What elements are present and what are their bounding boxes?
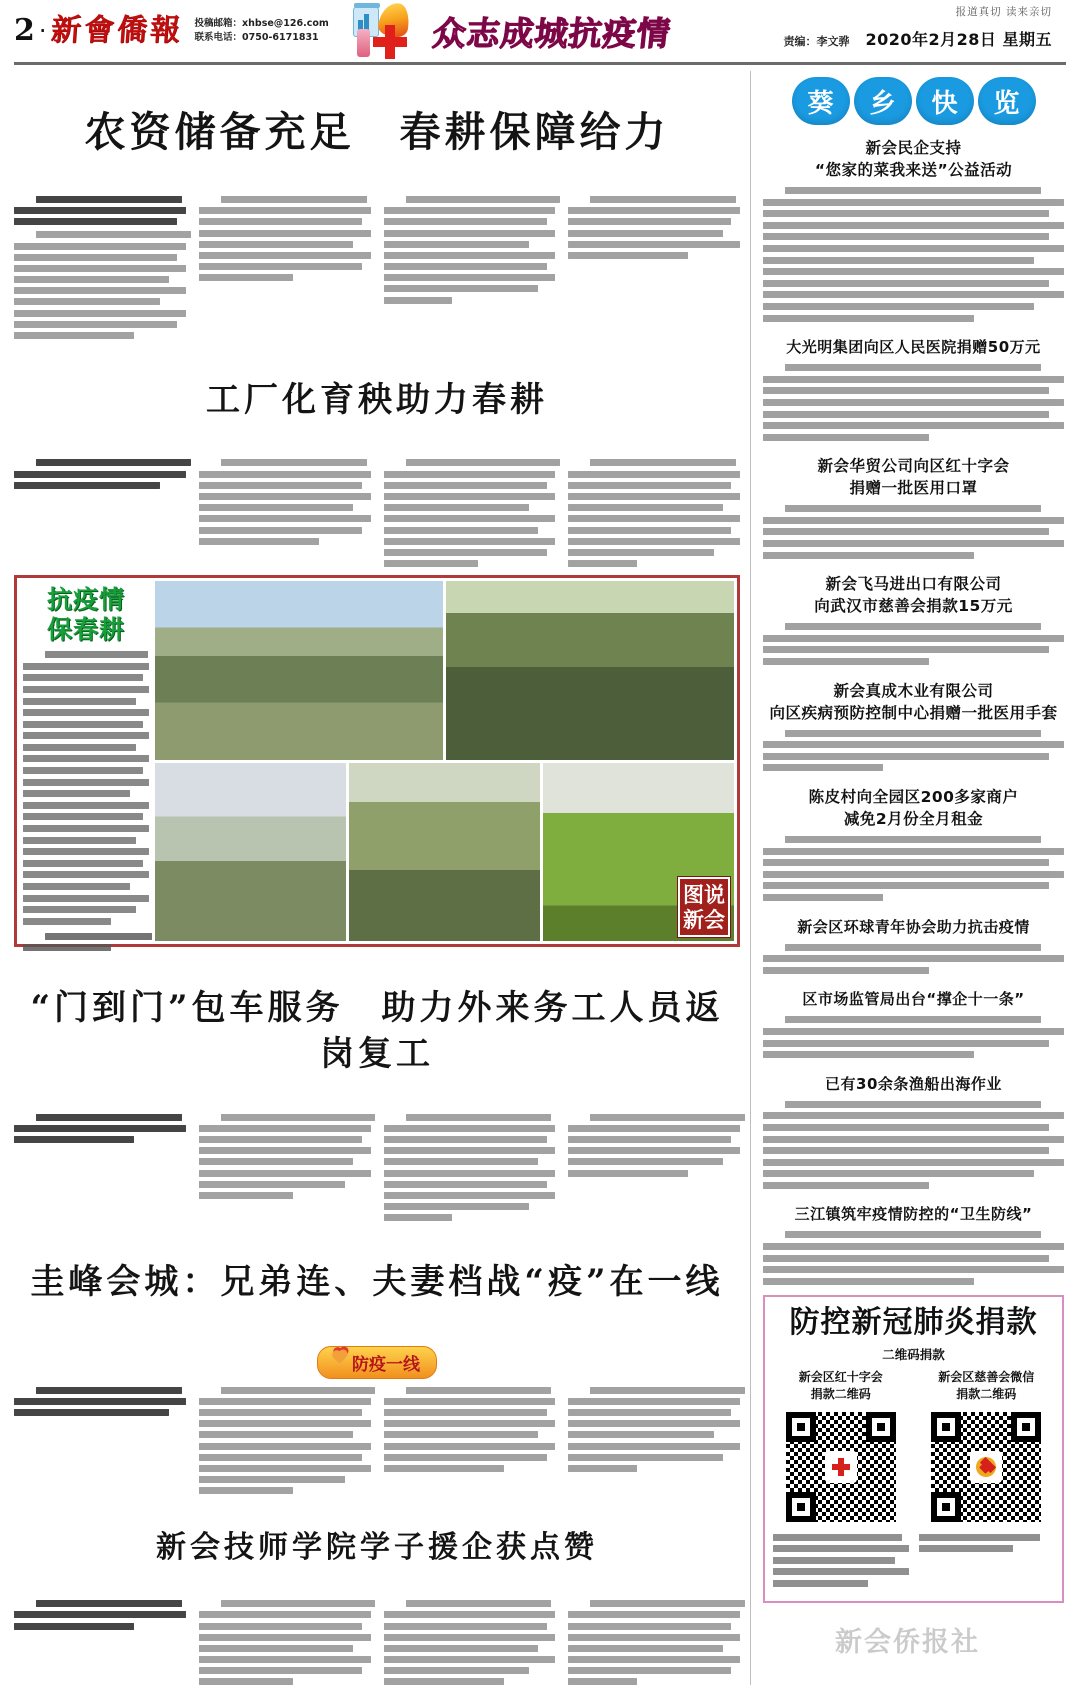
paragraph	[199, 459, 371, 544]
photo-caption-title-2: 保春耕	[46, 615, 125, 645]
photo-grid	[155, 581, 734, 941]
watermark: 新会侨报社	[835, 1627, 980, 1659]
masthead-contacts	[195, 17, 329, 45]
sidebar-item-2-body	[763, 505, 1064, 558]
sidebar-item-7-title: 区市场监管局出台“撑企十一条”	[802, 990, 1025, 1009]
sidebar-item-0-title	[763, 127, 1064, 187]
sidebar-item-6-body	[763, 944, 1064, 974]
sidebar-item-9-title: 三江镇筑牢疫情防控的“卫生防线”	[794, 1205, 1033, 1224]
red-cross-icon	[373, 25, 407, 59]
masthead-editor: 责编：李文骅	[783, 35, 850, 48]
masthead-rule	[14, 62, 1066, 65]
campaign-banner	[349, 2, 759, 60]
page-body	[14, 71, 1066, 1685]
masthead-separator: ·	[38, 17, 47, 45]
article-headline-4: 圭峰会城：兄弟连、夫妻档战“疫”在一线	[30, 1262, 724, 1303]
paragraph	[384, 196, 556, 304]
paragraph	[199, 1600, 371, 1685]
paragraph	[14, 1600, 186, 1629]
contact-phone: 联系电话：0750-6171831	[194, 32, 319, 43]
sidebar-item-7-body	[763, 1016, 1064, 1058]
paragraph	[14, 196, 186, 225]
sidebar-item-3-line1: 新会飞马进出口有限公司	[825, 575, 1002, 594]
photo-credit	[23, 933, 149, 951]
paragraph	[14, 231, 186, 339]
hearts-icon	[324, 1350, 348, 1366]
paragraph	[14, 459, 186, 488]
qr-code-charity[interactable]	[927, 1408, 1045, 1526]
sidebar-item-4-title	[763, 670, 1064, 730]
paragraph	[568, 459, 740, 567]
sidebar-item-5-line2: 减免2月份全月租金	[843, 810, 984, 828]
photo-stamp	[678, 877, 730, 937]
sidebar-item-4-line2: 向区疾病预防控制中心捐赠一批医用手套	[769, 703, 1058, 722]
masthead-tagline: 报道真切 读来亲切	[955, 6, 1052, 18]
donation-title: 防控新冠肺炎捐款	[789, 1304, 1038, 1340]
sidebar-item-3-body	[763, 623, 1064, 665]
paragraph	[199, 1387, 371, 1495]
sidebar-item-5-title	[763, 776, 1064, 836]
paragraph	[568, 1387, 740, 1472]
sidebar-item-0-line2: “您家的菜我来送”公益活动	[814, 161, 1013, 179]
qr-cell-redcross[interactable]	[773, 1369, 909, 1526]
sidebar-item-0-line1: 新会民企支持	[865, 139, 962, 157]
sidebar-item-5-body	[763, 836, 1064, 901]
submission-email: 投稿邮箱：xhbse@126.com	[194, 18, 329, 29]
paragraph	[568, 1114, 740, 1177]
photo-caption-title-1: 抗疫情	[46, 585, 125, 615]
masthead	[14, 0, 1066, 62]
photo-collage	[14, 575, 740, 947]
sidebar-item-0-body	[763, 187, 1064, 322]
paragraph	[568, 1600, 740, 1685]
donation-subtitle: 二维码捐款	[882, 1346, 945, 1362]
photo-workers-net	[155, 763, 346, 942]
photo-row-top	[155, 581, 734, 760]
qr-code-redcross[interactable]	[782, 1408, 900, 1526]
paragraph	[199, 1114, 371, 1199]
campaign-slogan: 众志成城抗疫情	[431, 8, 674, 55]
qr-redcross-line1: 新会区红十字会	[798, 1369, 883, 1384]
masthead-meta	[783, 4, 1052, 50]
photo-stamp-line-2: 新会	[683, 907, 725, 933]
article-body-2	[14, 459, 740, 567]
banner-char-1: 葵	[792, 77, 850, 125]
photo-caption-body	[23, 651, 149, 925]
sidebar-item-3-line2: 向武汉市慈善会捐款15万元	[814, 597, 1013, 616]
qr-cell-charity[interactable]	[919, 1369, 1055, 1526]
sidebar-item-8-body	[763, 1101, 1064, 1189]
banner-char-4: 览	[978, 77, 1036, 125]
banner-char-3: 快	[916, 77, 974, 125]
qr-charity-line1: 新会区慈善会微信	[938, 1369, 1035, 1384]
sidebar-item-5-line1: 陈皮村向全园区200多家商户	[808, 788, 1019, 806]
paragraph	[199, 196, 371, 281]
sidebar-item-4-body	[763, 730, 1064, 772]
sidebar-item-1-body	[763, 364, 1064, 441]
qr-row	[773, 1369, 1054, 1526]
photo-farmer-seedling-tray	[446, 581, 734, 760]
test-tube-icon	[357, 29, 370, 57]
paragraph	[384, 459, 556, 567]
photo-paddy-lane	[349, 763, 540, 942]
donation-note-left	[773, 1534, 909, 1592]
sidebar-item-6-title: 新会区环球青年协会助力抗击疫情	[797, 917, 1030, 936]
donation-note-right	[919, 1534, 1055, 1592]
sidebar-item-3-title	[763, 563, 1064, 623]
sidebar-item-2-title	[763, 445, 1064, 505]
campaign-icons	[349, 3, 433, 59]
paragraph	[384, 1114, 556, 1222]
article-body-1	[14, 196, 740, 339]
paragraph	[14, 1387, 186, 1416]
qr-charity-line2: 捐款二维码	[956, 1386, 1017, 1401]
photo-seedling-nursery	[543, 763, 734, 942]
paper-name: 新會僑報	[49, 13, 184, 48]
charity-heart-logo-icon	[970, 1451, 1002, 1483]
article-headline-5: 新会技师学院学子援企获点赞	[156, 1530, 598, 1566]
article-headline-2: 工厂化育秧助力春耕	[206, 380, 548, 421]
photo-stamp-line-1: 图说	[683, 882, 725, 908]
article-headline-3: “门到门”包车服务 助力外来务工人员返岗复工	[30, 988, 724, 1075]
banner-char-2: 乡	[854, 77, 912, 125]
photo-tractor-field	[155, 581, 443, 760]
main-column	[14, 71, 740, 1685]
paragraph	[384, 1600, 556, 1685]
sidebar-item-2-line1: 新会华贸公司向区红十字会	[817, 457, 1010, 476]
donation-box	[763, 1295, 1064, 1659]
photo-row-bottom	[155, 763, 734, 942]
paragraph	[568, 196, 740, 259]
sidebar-item-8-title: 已有30余条渔船出海作业	[825, 1074, 1002, 1093]
masthead-date: 2020年2月28日 星期五	[865, 30, 1052, 49]
frontline-badge	[317, 1346, 437, 1379]
paragraph	[14, 1114, 186, 1143]
page-number: 2	[14, 13, 35, 48]
article-body-4	[14, 1387, 740, 1495]
sidebar	[750, 71, 1064, 1685]
sidebar-item-9-body	[763, 1231, 1064, 1284]
frontline-badge-label: 防疫一线	[352, 1354, 420, 1375]
sidebar-item-4-line1: 新会真成木业有限公司	[833, 681, 994, 700]
article-headline-1: 农资储备充足 春耕保障给力	[84, 108, 670, 157]
sidebar-banner	[763, 71, 1064, 127]
paragraph	[384, 1387, 556, 1472]
sidebar-item-2-line2: 捐赠一批医用口罩	[849, 479, 978, 498]
photo-caption-box	[20, 581, 152, 941]
red-cross-logo-icon	[825, 1451, 857, 1483]
donation-notes	[773, 1534, 1054, 1592]
article-body-5	[14, 1600, 740, 1685]
sidebar-item-1-title: 大光明集团向区人民医院捐赠50万元	[786, 338, 1041, 357]
article-body-3	[14, 1114, 740, 1222]
qr-redcross-line2: 捐款二维码	[810, 1386, 871, 1401]
